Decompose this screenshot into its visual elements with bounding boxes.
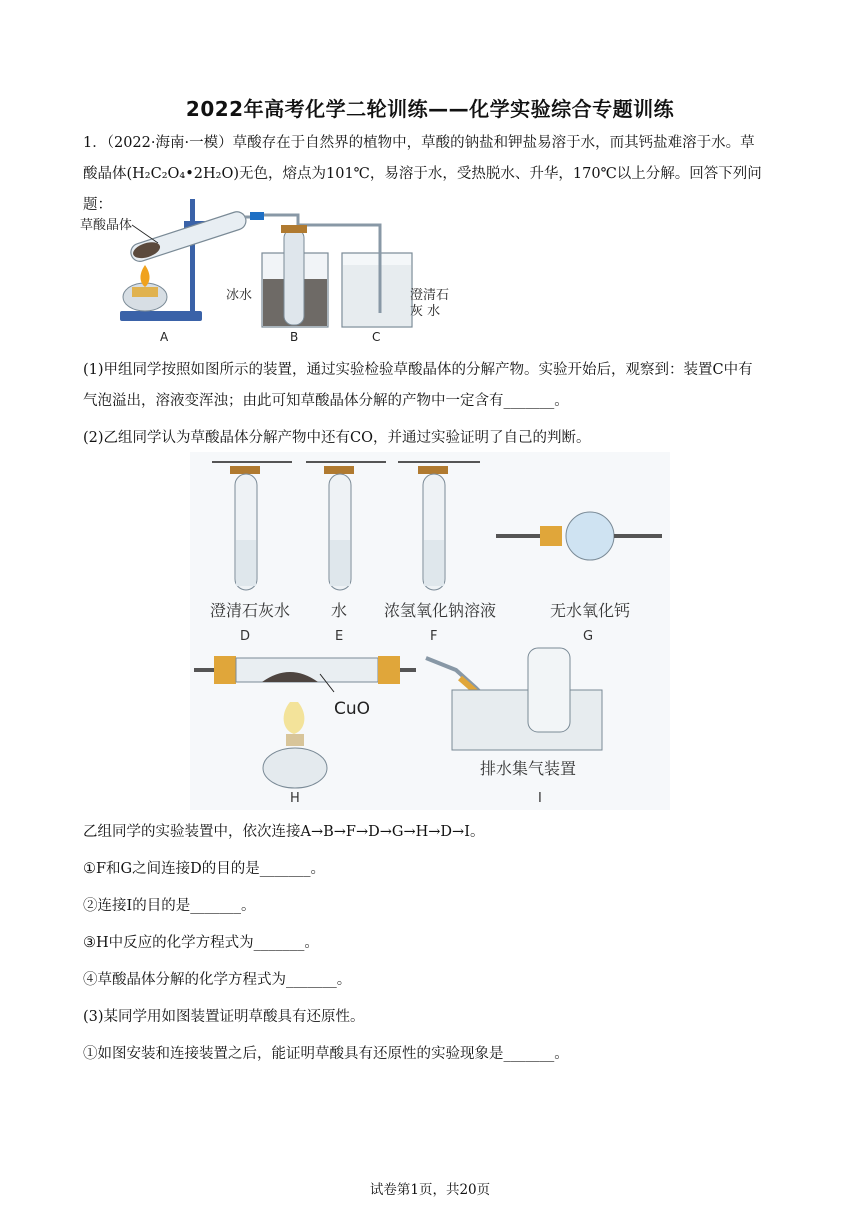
beaker-b <box>262 225 328 327</box>
question-1-line-2: 酸晶体(H₂C₂O₄•2H₂O)无色，熔点为101℃，易溶于水，受热脱水、升华，170℃以上分解。回答下列问题： <box>83 166 762 213</box>
stand-rod <box>190 199 195 313</box>
sequence-line: 乙组同学的实验装置中，依次连接A→B→F→D→G→H→D→I。 <box>83 824 485 840</box>
part-3-line-1: (3)某同学用如图装置证明草酸具有还原性。 <box>83 1009 365 1025</box>
question-2-3: ③H中反应的化学方程式为_______。 <box>83 935 319 951</box>
letter-e: E <box>335 629 344 644</box>
label-crystal: 草酸晶体 <box>80 218 133 233</box>
label-c: C <box>372 330 381 344</box>
part-1-line-2: 气泡溢出，溶液变浑浊；由此可知草酸晶体分解的产物中一定含有_______。 <box>83 393 569 409</box>
label-limewater-1: 澄清石 <box>410 288 450 303</box>
letter-g: G <box>583 629 594 644</box>
figure-apparatus-d-to-i <box>190 452 670 810</box>
label-cuo: CuO <box>334 699 371 719</box>
label-limewater-2: 灰 水 <box>410 304 441 319</box>
question-2-1: ①F和G之间连接D的目的是_______。 <box>83 861 326 877</box>
question-2-4: ④草酸晶体分解的化学方程式为_______。 <box>83 972 352 988</box>
part-2-line-1: (2)乙组同学认为草酸晶体分解产物中还有CO，并通过实验证明了自己的判断。 <box>83 430 591 446</box>
rubber-joint <box>250 212 264 220</box>
test-tube-a <box>129 209 249 263</box>
question-2-2: ②连接I的目的是_______。 <box>83 898 256 914</box>
figure-apparatus-abc <box>80 195 460 345</box>
label-a: A <box>160 330 169 344</box>
part-2b <box>83 817 783 1070</box>
label-icewater: 冰水 <box>226 288 253 303</box>
question-1-line-1: 1．（2022·海南·一模）草酸存在于自然界的植物中，草酸的钠盐和钾盐易溶于水，而其钙盐难溶于水。草 <box>83 135 755 151</box>
page-footer: 试卷第1页，共20页 <box>369 1182 491 1198</box>
label-f: 浓氢氧化钠溶液 <box>384 601 497 620</box>
part-1-line-1: (1)甲组同学按照如图所示的装置，通过实验检验草酸晶体的分解产物。实验开始后，观察到：装置C中有 <box>83 362 753 378</box>
label-g: 无水氧化钙 <box>550 601 631 620</box>
letter-h: H <box>290 791 300 806</box>
label-i: 排水集气装置 <box>480 759 577 778</box>
letter-f: F <box>430 629 438 644</box>
label-b: B <box>290 330 299 344</box>
question-3-1: ①如图安装和连接装置之后，能证明草酸具有还原性的实验现象是_______。 <box>83 1046 569 1062</box>
label-d: 澄清石灰水 <box>210 601 291 620</box>
letter-i: I <box>538 791 542 806</box>
part-2 <box>83 423 783 454</box>
stand-base <box>120 311 202 321</box>
page-title: 2022年高考化学二轮训练——化学实验综合专题训练 <box>185 97 675 121</box>
label-e: 水 <box>331 601 348 620</box>
beaker-c <box>342 235 412 327</box>
letter-d: D <box>240 629 251 644</box>
part-1 <box>83 355 783 417</box>
